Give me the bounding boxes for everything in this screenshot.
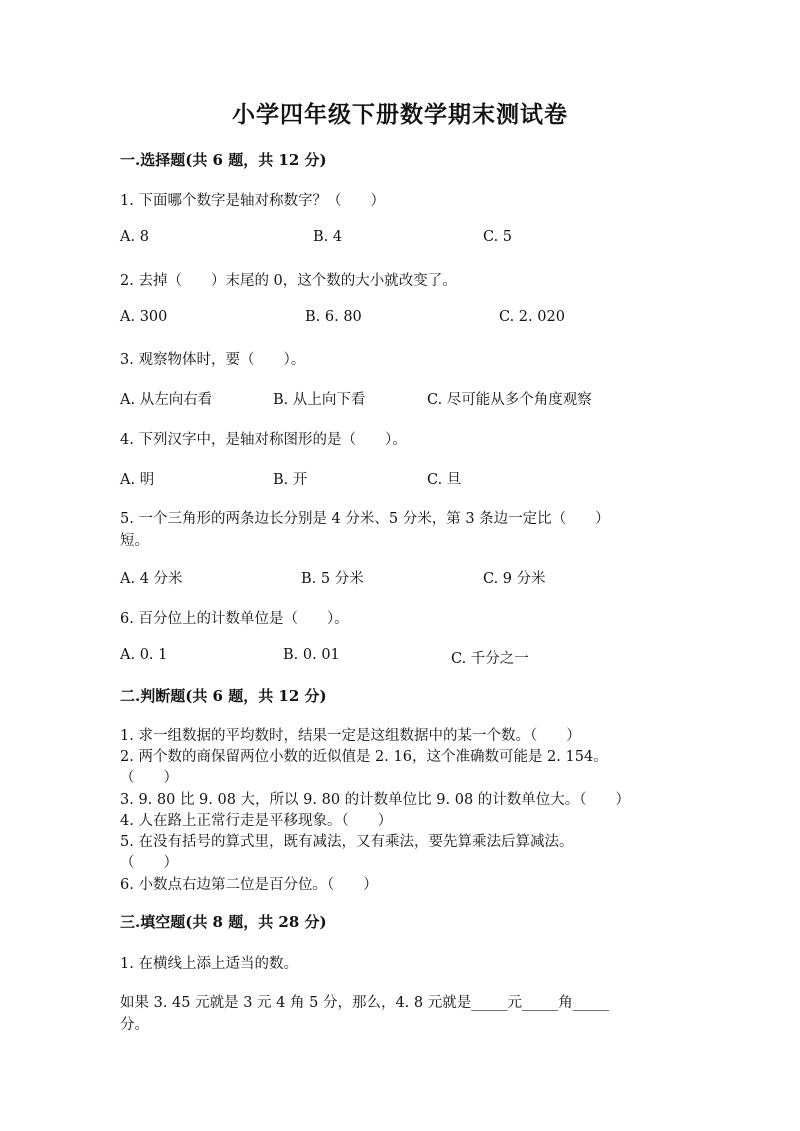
option-b: B. 4 xyxy=(313,229,343,245)
judgement-line: 1. 求一组数据的平均数时，结果一定是这组数据中的某一个数。（ ） xyxy=(120,728,581,744)
question-text: 6. 百分位上的计数单位是（ ）。 xyxy=(120,611,349,627)
question-text-continued: 短。 xyxy=(120,533,149,549)
option-a: A. 8 xyxy=(120,229,149,245)
section-heading-choice: 一.选择题(共 6 题，共 12 分) xyxy=(120,151,327,169)
option-a: A. 从左向右看 xyxy=(120,392,213,408)
option-c: C. 9 分米 xyxy=(483,571,546,587)
judgement-line: （ ） xyxy=(120,855,178,871)
option-c: C. 旦 xyxy=(427,472,462,488)
section-heading-fill-blank: 三.填空题(共 8 题，共 28 分) xyxy=(120,913,327,931)
question-text: 3. 观察物体时，要（ ）。 xyxy=(120,352,306,368)
question-text-continued: 分。 xyxy=(120,1017,149,1033)
judgement-line: 5. 在没有括号的算式里，既有减法，又有乘法，要先算乘法后算减法。 xyxy=(120,834,574,850)
question-text: 如果 3. 45 元就是 3 元 4 角 5 分，那么，4. 8 元就是_____元_____角_____ xyxy=(120,995,609,1011)
option-a: A. 0. 1 xyxy=(120,647,168,663)
judgement-line: 4. 人在路上正常行走是平移现象。（ ） xyxy=(120,813,393,829)
judgement-line: 3. 9. 80 比 9. 08 大，所以 9. 80 的计数单位比 9. 08 的计数单位大。（ ） xyxy=(120,792,631,808)
judgement-line: 2. 两个数的商保留两位小数的近似值是 2. 16，这个准确数可能是 2. 154。 xyxy=(120,749,608,765)
option-b: B. 5 分米 xyxy=(301,571,364,587)
section-heading-judgement: 二.判断题(共 6 题，共 12 分) xyxy=(120,687,327,705)
question-text: 2. 去掉（ ）末尾的 0，这个数的大小就改变了。 xyxy=(120,273,457,289)
option-b: B. 从上向下看 xyxy=(273,392,366,408)
option-b: B. 6. 80 xyxy=(305,309,362,325)
question-text: 4. 下列汉字中，是轴对称图形的是（ ）。 xyxy=(120,432,407,448)
option-b: B. 0. 01 xyxy=(283,647,340,663)
option-a: A. 明 xyxy=(120,472,155,488)
option-c: C. 5 xyxy=(483,229,513,245)
question-text: 1. 下面哪个数字是轴对称数字？（ ） xyxy=(120,193,385,209)
question-text: 1. 在横线上添上适当的数。 xyxy=(120,956,298,972)
option-c: C. 尽可能从多个角度观察 xyxy=(427,392,592,408)
judgement-line: 6. 小数点右边第二位是百分位。（ ） xyxy=(120,877,378,893)
option-a: A. 4 分米 xyxy=(120,571,183,587)
option-c: C. 2. 020 xyxy=(499,309,565,325)
judgement-line: （ ） xyxy=(120,770,178,786)
option-a: A. 300 xyxy=(120,309,168,325)
question-text: 5. 一个三角形的两条边长分别是 4 分米、5 分米，第 3 条边一定比（ ） xyxy=(120,511,610,527)
option-b: B. 开 xyxy=(273,472,308,488)
option-c: C. 千分之一 xyxy=(451,651,529,667)
page-title: 小学四年级下册数学期末测试卷 xyxy=(232,101,568,128)
